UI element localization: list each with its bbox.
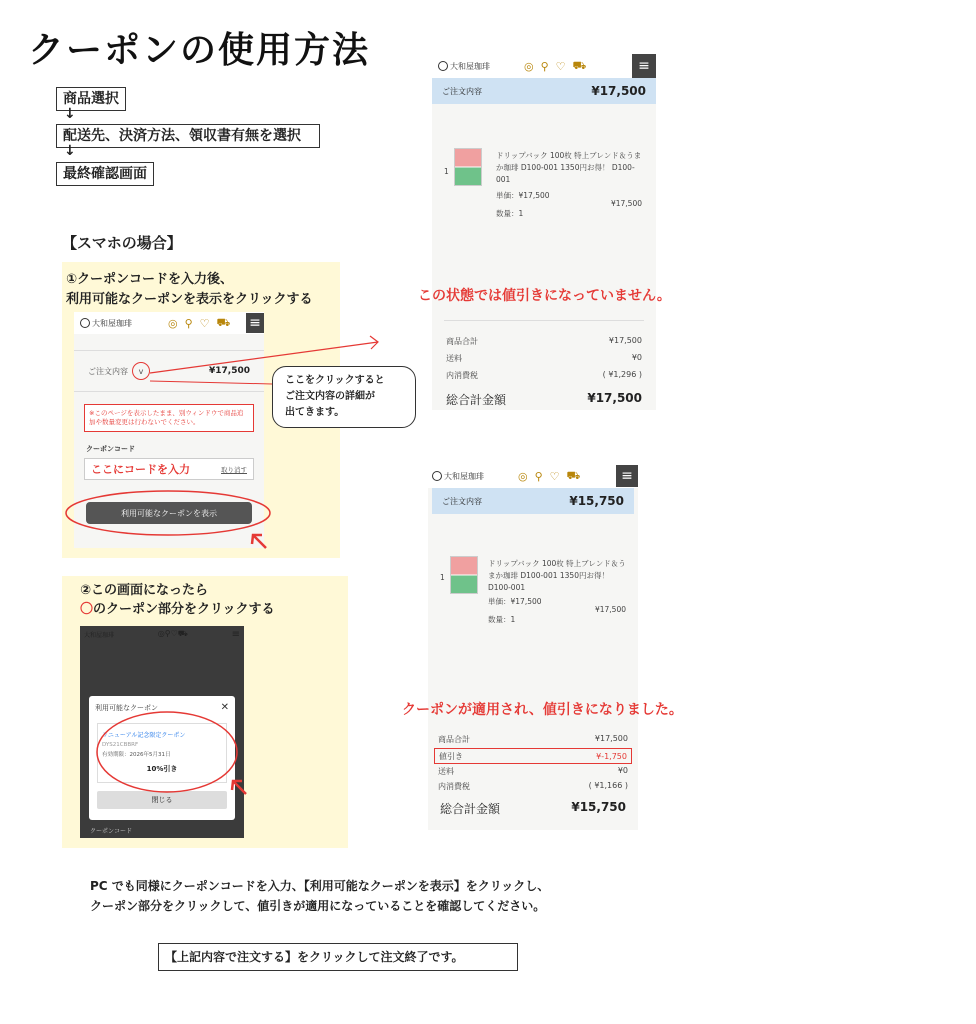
- coupon-code: DYS21CBBRF: [102, 742, 139, 748]
- bubble-pointer-line: [150, 381, 272, 384]
- product-name[interactable]: ドリップバック 100枚 特上ブレンド＆うまか珈琲 D100-001 1350円お得！ D100-001: [496, 151, 642, 184]
- coupon-expiry: 有効期限：2026年5月31日: [102, 752, 171, 758]
- hamburger-menu-icon[interactable]: ≡: [632, 54, 656, 78]
- coupon-code-label: クーポンコード: [86, 445, 135, 453]
- cart-icon[interactable]: ⛟: [216, 315, 231, 329]
- step-arrow: ↓: [64, 143, 76, 159]
- coupon-discount: 10%引き: [146, 765, 178, 773]
- order-price: ¥15,750: [569, 494, 624, 508]
- product-name[interactable]: ドリップバック 100枚 特上ブレンド＆うまか珈琲 D100-001 1350円お得！ D100-001: [488, 559, 626, 592]
- heart-icon[interactable]: ♡: [555, 59, 566, 73]
- summary-row: 送料 ¥0: [446, 353, 642, 363]
- unit-price-row: 単価：¥17,500: [496, 191, 550, 200]
- summary-row: 送料 ¥0: [438, 766, 628, 776]
- caption-after: クーポンが適用され、値引きになりました。: [402, 702, 683, 718]
- quantity-row: 数量：1: [488, 615, 516, 624]
- user-icon[interactable]: ◎: [524, 59, 534, 73]
- hamburger-menu-icon[interactable]: ≡: [616, 465, 638, 487]
- step-select-delivery: 配送先、決済方法、領収書有無を選択: [56, 124, 320, 148]
- pointer-arrow: [254, 536, 266, 548]
- pointer-arrow: [234, 782, 246, 794]
- user-icon[interactable]: ◎: [168, 316, 178, 330]
- hamburger-menu-icon[interactable]: ≡: [246, 313, 264, 333]
- chevron-down-icon[interactable]: v: [132, 362, 150, 380]
- item-number: 1: [440, 573, 445, 582]
- page-title: クーポンの使用方法: [28, 30, 371, 71]
- order-label: ご注文内容: [442, 86, 482, 96]
- search-icon[interactable]: ⚲: [540, 59, 549, 73]
- discount-row: 値引き ¥-1,750: [434, 748, 632, 764]
- step-final-confirm: 最終確認画面: [56, 162, 154, 186]
- coupon-input-value: ここにコードを入力: [91, 463, 190, 476]
- item-number: 1: [444, 167, 449, 176]
- coupon-code-label: クーポンコード: [90, 828, 133, 835]
- pc-note: PC でも同様にクーポンコードを入力、【利用可能なクーポンを表示】をクリックし、 クーポン部分をクリックして、値引きが適用になっていることを確認してください。: [90, 879, 550, 913]
- step-select-product: 商品選択: [56, 87, 126, 111]
- highlight-show-coupons: [66, 491, 270, 535]
- heart-icon[interactable]: ♡: [199, 316, 210, 330]
- coupon-clear-link[interactable]: 取り消す: [221, 465, 247, 474]
- hamburger-menu-icon: ≡: [231, 628, 240, 640]
- site-logo[interactable]: 大和屋珈琲: [432, 471, 484, 482]
- pointer-line: [150, 342, 378, 373]
- grand-total-row: 総合計金額 ¥17,500: [446, 391, 642, 407]
- step2-instruction-line2: 〇のクーポン部分をクリックする: [80, 602, 275, 617]
- grand-total-row: 総合計金額 ¥15,750: [440, 800, 626, 816]
- close-button[interactable]: 閉じる: [97, 791, 227, 809]
- step-arrow: ↓: [64, 106, 76, 122]
- line-total: ¥17,500: [594, 605, 626, 614]
- show-available-coupons-button[interactable]: 利用可能なクーポンを表示: [86, 502, 252, 524]
- heart-icon[interactable]: ♡: [549, 469, 560, 483]
- warning-box: ※このページを表示したまま、別ウィンドウで商品追加や数量変更は行わないでください。: [84, 404, 254, 432]
- search-icon[interactable]: ⚲: [184, 316, 193, 330]
- summary-row: 商品合計 ¥17,500: [446, 336, 642, 346]
- site-logo: 大和屋珈琲: [84, 631, 115, 639]
- cart-icon[interactable]: ⛟: [572, 58, 587, 72]
- step1-instruction-line1: ①クーポンコードを入力後、: [66, 272, 234, 287]
- summary-row: 内消費税 ( ¥1,296 ): [446, 370, 642, 380]
- modal-title: 利用可能なクーポン: [95, 703, 158, 712]
- highlight-coupon-card: [97, 712, 237, 792]
- caption-before: この状態では値引きになっていません。: [418, 288, 671, 304]
- order-label: ご注文内容: [88, 366, 128, 376]
- step2-instruction-line1: ②この画面になったら: [80, 583, 209, 598]
- dimmed-header-icons: ◎⚲♡⛟: [157, 629, 188, 638]
- line-total: ¥17,500: [610, 199, 642, 208]
- hint-bubble: ここをクリックすると ご注文内容の詳細が 出てきます。: [272, 366, 416, 428]
- site-logo[interactable]: 大和屋珈琲: [438, 61, 490, 72]
- site-logo[interactable]: 大和屋珈琲: [80, 318, 132, 329]
- final-note: 【上記内容で注文する】をクリックして注文終了です。: [158, 943, 518, 971]
- quantity-row: 数量：1: [496, 209, 524, 218]
- close-icon[interactable]: ✕: [220, 702, 229, 713]
- order-label: ご注文内容: [442, 496, 482, 506]
- smartphone-heading: 【スマホの場合】: [62, 234, 182, 252]
- user-icon[interactable]: ◎: [518, 469, 528, 483]
- order-price: ¥17,500: [591, 84, 646, 98]
- order-price: ¥17,500: [209, 366, 250, 376]
- search-icon[interactable]: ⚲: [534, 469, 543, 483]
- coupon-name: リニューアル記念限定クーポン: [102, 732, 186, 739]
- step1-instruction-line2: 利用可能なクーポンを表示をクリックする: [66, 292, 313, 307]
- summary-row: 商品合計 ¥17,500: [438, 734, 628, 744]
- unit-price-row: 単価：¥17,500: [488, 597, 542, 606]
- cart-icon[interactable]: ⛟: [566, 468, 581, 482]
- summary-row: 内消費税 ( ¥1,166 ): [438, 781, 628, 791]
